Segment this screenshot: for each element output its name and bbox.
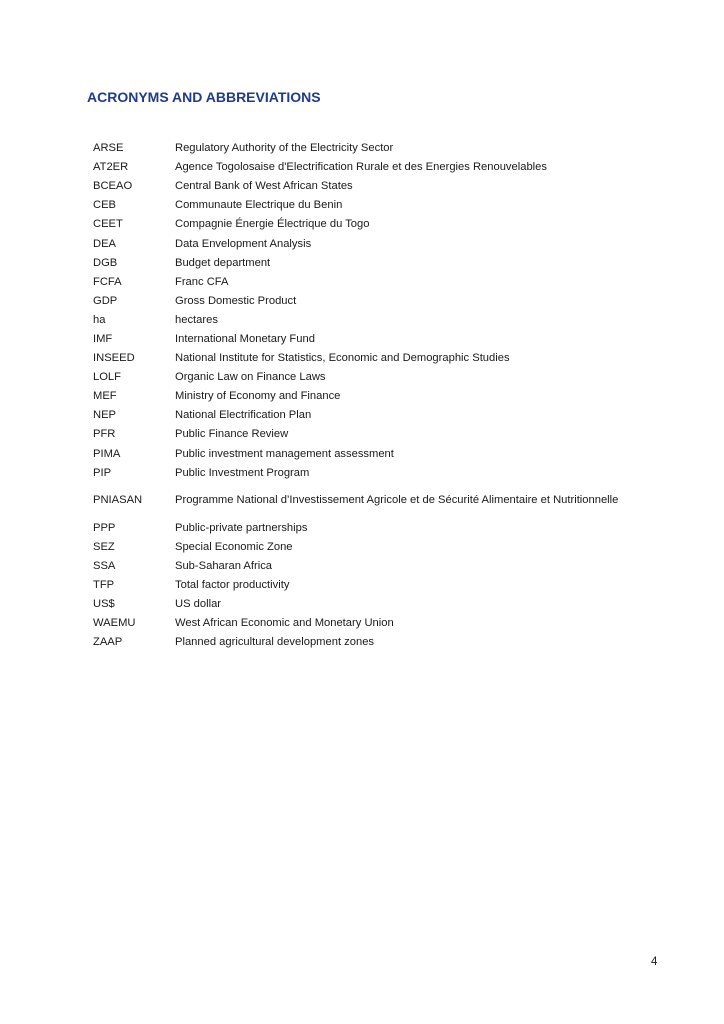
acronym-abbreviation: SSA [93,559,116,572]
acronym-list [93,139,653,652]
acronym-abbreviation: SEZ [93,540,115,553]
acronym-row [93,292,653,311]
acronym-row [93,519,653,538]
acronym-row [93,557,653,576]
acronym-abbreviation: ARSE [93,142,124,155]
acronym-definition: National Electrification Plan [175,409,312,422]
acronym-row [93,464,653,483]
acronym-row [93,349,653,368]
acronym-abbreviation: PIP [93,466,112,479]
acronym-abbreviation: LOLF [93,371,121,384]
acronym-abbreviation: CEB [93,199,117,212]
acronym-definition: Public Investment Program [175,466,310,479]
acronym-abbreviation: ha [93,313,106,326]
acronym-row [93,614,653,633]
acronym-abbreviation: ZAAP [93,636,123,649]
acronym-definition: US dollar [175,598,222,611]
acronym-row [93,387,653,406]
acronym-definition: International Monetary Fund [175,332,315,345]
acronym-row [93,576,653,595]
acronym-definition: Compagnie Énergie Électrique du Togo [175,218,370,231]
acronym-abbreviation: GDP [93,294,118,307]
acronym-row [93,311,653,330]
acronym-abbreviation: DEA [93,237,117,250]
acronym-abbreviation: INSEED [93,352,135,365]
acronym-abbreviation: PPP [93,521,116,534]
acronym-definition: Public Finance Review [175,428,289,441]
acronym-abbreviation: CEET [93,218,123,231]
acronym-definition: Regulatory Authority of the Electricity Sector [175,142,394,155]
acronym-definition: Agence Togolosaise d'Electrification Rurale et des Energies Renouvelables [175,161,547,174]
acronym-definition: Public-private partnerships [175,521,308,534]
acronym-abbreviation: MEF [93,390,117,403]
acronym-definition: West African Economic and Monetary Union [175,617,394,630]
acronym-definition: Budget department [175,256,271,269]
section-heading: ACRONYMS AND ABBREVIATIONS [87,89,321,105]
acronym-row [93,368,653,387]
acronym-abbreviation: IMF [93,332,113,345]
acronym-row [93,254,653,273]
acronym-row [93,538,653,557]
acronym-definition: Planned agricultural development zones [175,636,375,649]
acronym-row [93,196,653,215]
acronym-definition: Gross Domestic Product [175,294,297,307]
acronym-row [93,158,653,177]
acronym-row [93,330,653,349]
acronym-row [93,445,653,464]
acronym-row [93,425,653,444]
acronym-definition: Ministry of Economy and Finance [175,390,341,403]
acronym-definition: Organic Law on Finance Laws [175,371,326,384]
page-number: 4 [651,956,658,968]
acronym-row [93,215,653,234]
acronym-abbreviation: BCEAO [93,180,133,193]
acronym-abbreviation: FCFA [93,275,122,288]
acronym-row [93,633,653,652]
acronym-row [93,139,653,158]
acronym-abbreviation: AT2ER [93,161,129,174]
acronym-abbreviation: NEP [93,409,117,422]
acronym-abbreviation: WAEMU [93,617,136,630]
acronym-definition: Public investment management assessment [175,447,394,460]
acronym-row [93,234,653,253]
acronym-row [93,483,653,519]
acronym-definition: hectares [175,313,218,326]
acronym-row [93,177,653,196]
acronym-definition: Data Envelopment Analysis [175,237,312,250]
acronym-definition: Programme National d’Investissement Agricole et de Sécurité Alimentaire et Nutritionnelle [175,494,619,507]
acronym-abbreviation: TFP [93,579,115,592]
acronym-abbreviation: US$ [93,598,115,611]
acronym-definition: Communaute Electrique du Benin [175,199,343,212]
acronym-row [93,406,653,425]
acronym-abbreviation: PNIASAN [93,494,143,507]
acronym-abbreviation: DGB [93,256,118,269]
acronym-definition: Special Economic Zone [175,540,293,553]
acronym-row [93,595,653,614]
acronym-abbreviation: PFR [93,428,116,441]
acronym-definition: Franc CFA [175,275,229,288]
acronym-definition: Sub-Saharan Africa [175,559,273,572]
acronym-definition: Central Bank of West African States [175,180,353,193]
acronym-abbreviation: PIMA [93,447,121,460]
acronym-definition: National Institute for Statistics, Economic and Demographic Studies [175,352,510,365]
acronym-row [93,273,653,292]
acronym-definition: Total factor productivity [175,579,290,592]
